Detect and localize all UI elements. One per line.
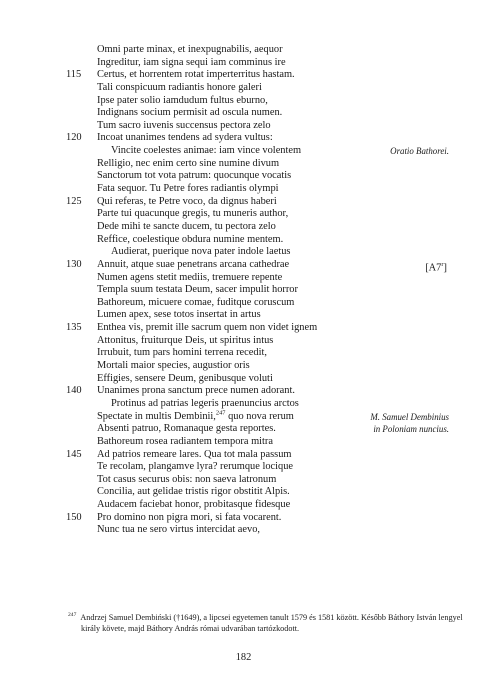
verse-text bbox=[97, 208, 288, 221]
verse-text bbox=[111, 145, 301, 158]
verse-text-part: Audierat, puerique nova pater indole laetus bbox=[111, 246, 291, 258]
verse-line bbox=[0, 132, 487, 145]
verse-text bbox=[97, 335, 273, 348]
signature-recto: r bbox=[441, 260, 444, 268]
verse-text bbox=[97, 221, 276, 234]
verse-text bbox=[97, 284, 298, 297]
verse-text bbox=[97, 69, 295, 82]
verse-line bbox=[0, 335, 487, 348]
verse-text-part: Irrubuit, tum pars homini terrena recedit, bbox=[97, 347, 267, 359]
verse-text bbox=[97, 309, 261, 322]
verse-text-part: Certus, et horrentem rotat imperterritus hastam. bbox=[97, 69, 295, 81]
verse-text-part: Mortali maior species, augustior oris bbox=[97, 360, 250, 372]
verse-line bbox=[0, 524, 487, 537]
verse-text-part: Qui referas, te Petre voco, da dignus haberi bbox=[97, 195, 277, 207]
line-number: 150 bbox=[66, 511, 82, 523]
verse-line bbox=[0, 297, 487, 310]
line-number: 145 bbox=[66, 448, 82, 460]
verse-text bbox=[97, 259, 289, 272]
margin-note: in Poloniam nuncius. bbox=[373, 424, 449, 435]
verse-text bbox=[97, 461, 293, 474]
verse-text-part: Nunc tua ne sero virtus intercidat aevo, bbox=[97, 524, 261, 536]
verse-text bbox=[97, 44, 283, 57]
verse-text bbox=[111, 398, 299, 411]
verse-text bbox=[97, 196, 277, 209]
verse-line bbox=[0, 107, 487, 120]
verse-text bbox=[97, 373, 273, 386]
verse-text bbox=[97, 499, 290, 512]
line-number: 115 bbox=[66, 69, 82, 81]
verse-text-part: quo nova rerum bbox=[225, 410, 294, 422]
verse-text-part: Sanctorum tot vota patrum: quocunque vocatis bbox=[97, 170, 292, 182]
verse-text-part: Numen agens stetit mediis, tremuere repente bbox=[97, 271, 283, 283]
verse-text bbox=[97, 82, 262, 95]
verse-text bbox=[111, 246, 290, 259]
verse-line bbox=[0, 170, 487, 183]
verse-line bbox=[0, 322, 487, 335]
verse-text bbox=[97, 436, 273, 449]
verse-line bbox=[0, 499, 487, 512]
verse-text bbox=[97, 524, 260, 537]
margin-note: M. Samuel Dembinius bbox=[370, 411, 449, 422]
verse-text-part: Audacem faciebat honor, probitasque fidesque bbox=[97, 499, 291, 511]
verse-line bbox=[0, 234, 487, 247]
verse-line bbox=[0, 259, 487, 272]
verse-text-part: Absenti patruo, Romanaque gesta reportes. bbox=[97, 423, 276, 435]
verse-text-part: Fata sequor. Tu Petre fores radiantis olympi bbox=[97, 183, 279, 195]
verse-text-part: Vincite coelestes animae: iam vince volentem bbox=[111, 145, 302, 157]
verse-text bbox=[97, 512, 281, 525]
verse-text-part: Tot casus securus obis: non saeva latronum bbox=[97, 473, 277, 485]
verse-text-part: Lumen apex, sese totos insertat in artus bbox=[97, 309, 261, 321]
verse-text-part: Reffice, coelestique obdura numine mentem. bbox=[97, 233, 284, 245]
verse-text-part: Bathoreum, micuere comae, fuditque coruscum bbox=[97, 296, 295, 308]
verse-text-part: Te recolam, plangamve lyra? rerumque locique bbox=[97, 461, 294, 473]
poem-body bbox=[0, 44, 487, 537]
verse-line bbox=[0, 512, 487, 525]
verse-line bbox=[0, 120, 487, 133]
verse-line bbox=[0, 246, 487, 259]
line-number: 130 bbox=[66, 258, 82, 270]
verse-line bbox=[0, 474, 487, 487]
verse-text bbox=[97, 132, 273, 145]
verse-text-part: Protinus ad patrias legeris praenuncius arctos bbox=[111, 397, 299, 409]
verse-text-part: Parte tui quacunque gregis, tu muneris author, bbox=[97, 208, 289, 220]
verse-text-part: Spectate in multis Dembinii, bbox=[97, 410, 216, 422]
verse-line bbox=[0, 57, 487, 70]
verse-line bbox=[0, 436, 487, 449]
verse-text bbox=[97, 474, 276, 487]
line-number: 135 bbox=[66, 322, 82, 334]
verse-text bbox=[97, 385, 295, 398]
verse-text-part: Omni parte minax, et inexpugnabilis, aequor bbox=[97, 44, 283, 55]
signature-close: ] bbox=[443, 262, 447, 274]
verse-line bbox=[0, 158, 487, 171]
verse-text-part: Dede mihi te sancte ducem, tu pectora zelo bbox=[97, 220, 276, 232]
verse-text bbox=[97, 272, 282, 285]
verse-text bbox=[97, 322, 317, 335]
verse-line bbox=[0, 373, 487, 386]
verse-text-part: Enthea vis, premit ille sacrum quem non videt ignem bbox=[97, 322, 318, 334]
verse-text bbox=[97, 158, 279, 171]
footnote bbox=[68, 612, 471, 634]
verse-text-part: Ingreditur, iam signa sequi iam comminus ire bbox=[97, 56, 286, 68]
footnote-reference: 247 bbox=[215, 409, 226, 417]
verse-text-part: Incoat unanimes tendens ad sydera vultus: bbox=[97, 132, 273, 144]
verse-line bbox=[0, 196, 487, 209]
verse-text bbox=[97, 449, 291, 462]
verse-line bbox=[0, 398, 487, 411]
verse-text-part: Unanimes prona sanctum prece numen adorant. bbox=[97, 385, 295, 397]
verse-line bbox=[0, 183, 487, 196]
line-number: 125 bbox=[66, 195, 82, 207]
footnote-mark: 247 bbox=[68, 612, 77, 619]
verse-line bbox=[0, 272, 487, 285]
verse-line bbox=[0, 449, 487, 462]
verse-line bbox=[0, 423, 487, 436]
margin-note: Oratio Bathorei. bbox=[390, 146, 449, 157]
verse-text-part: Ad patrios remeare lares. Qua tot mala passum bbox=[97, 448, 292, 460]
verse-text bbox=[97, 486, 290, 499]
verse-text bbox=[97, 411, 294, 424]
verse-text-part: Effigies, sensere Deum, genibusque voluti bbox=[97, 372, 273, 384]
verse-text bbox=[97, 360, 250, 373]
verse-line bbox=[0, 69, 487, 82]
verse-text-part: Ipse pater solio iamdudum fultus eburno, bbox=[97, 94, 268, 106]
verse-text-part: Templa suum testata Deum, sacer impulit horror bbox=[97, 284, 298, 296]
signature-label: [A7 bbox=[425, 262, 442, 274]
verse-text bbox=[97, 423, 276, 436]
verse-text bbox=[97, 347, 267, 360]
verse-text-part: Concilia, aut gelidae tristis rigor obstitit Alpis. bbox=[97, 486, 290, 498]
verse-line bbox=[0, 44, 487, 57]
verse-line bbox=[0, 82, 487, 95]
verse-text-part: Annuit, atque suae penetrans arcana cathedrae bbox=[97, 258, 290, 270]
verse-text-part: Indignans socium permisit ad oscula numen. bbox=[97, 107, 283, 119]
footnote-text: Andrzej Samuel Dembiński (†1649), a lipcsei egyetemen tanult 1579 és 1581 között. Később Báthory István lengyel király követe, majd Báthory András római udvarában tartózkodott. bbox=[80, 613, 463, 633]
verse-line bbox=[0, 385, 487, 398]
verse-line bbox=[0, 309, 487, 322]
verse-text-part: Tum sacro iuvenis succensus pectora zelo bbox=[97, 119, 271, 131]
verse-text bbox=[97, 234, 283, 247]
verse-line bbox=[0, 221, 487, 234]
verse-text bbox=[97, 107, 282, 120]
verse-text bbox=[97, 95, 268, 108]
line-number: 120 bbox=[66, 132, 82, 144]
verse-text-part: Pro domino non pigra mori, si fata vocarent. bbox=[97, 511, 282, 523]
page-number: 182 bbox=[235, 652, 252, 663]
verse-text-part: Tali conspicuum radiantis honore galeri bbox=[97, 81, 262, 93]
line-number: 140 bbox=[66, 385, 82, 397]
verse-text bbox=[97, 57, 286, 70]
verse-text bbox=[97, 120, 271, 133]
verse-text-part: Attonitus, fruiturque Deis, ut spiritus intus bbox=[97, 334, 274, 346]
verse-text-part: Bathoreum rosea radiantem tempora mitra bbox=[97, 435, 273, 447]
verse-line bbox=[0, 95, 487, 108]
verse-line bbox=[0, 347, 487, 360]
verse-line bbox=[0, 360, 487, 373]
verse-text-part: Relligio, nec enim certo sine numine divum bbox=[97, 157, 280, 169]
verse-line bbox=[0, 208, 487, 221]
verse-text bbox=[97, 183, 279, 196]
verse-line bbox=[0, 284, 487, 297]
verse-text bbox=[97, 170, 291, 183]
verse-line bbox=[0, 145, 487, 158]
verse-line bbox=[0, 461, 487, 474]
verse-line bbox=[0, 411, 487, 424]
verse-text bbox=[97, 297, 294, 310]
verse-line bbox=[0, 486, 487, 499]
